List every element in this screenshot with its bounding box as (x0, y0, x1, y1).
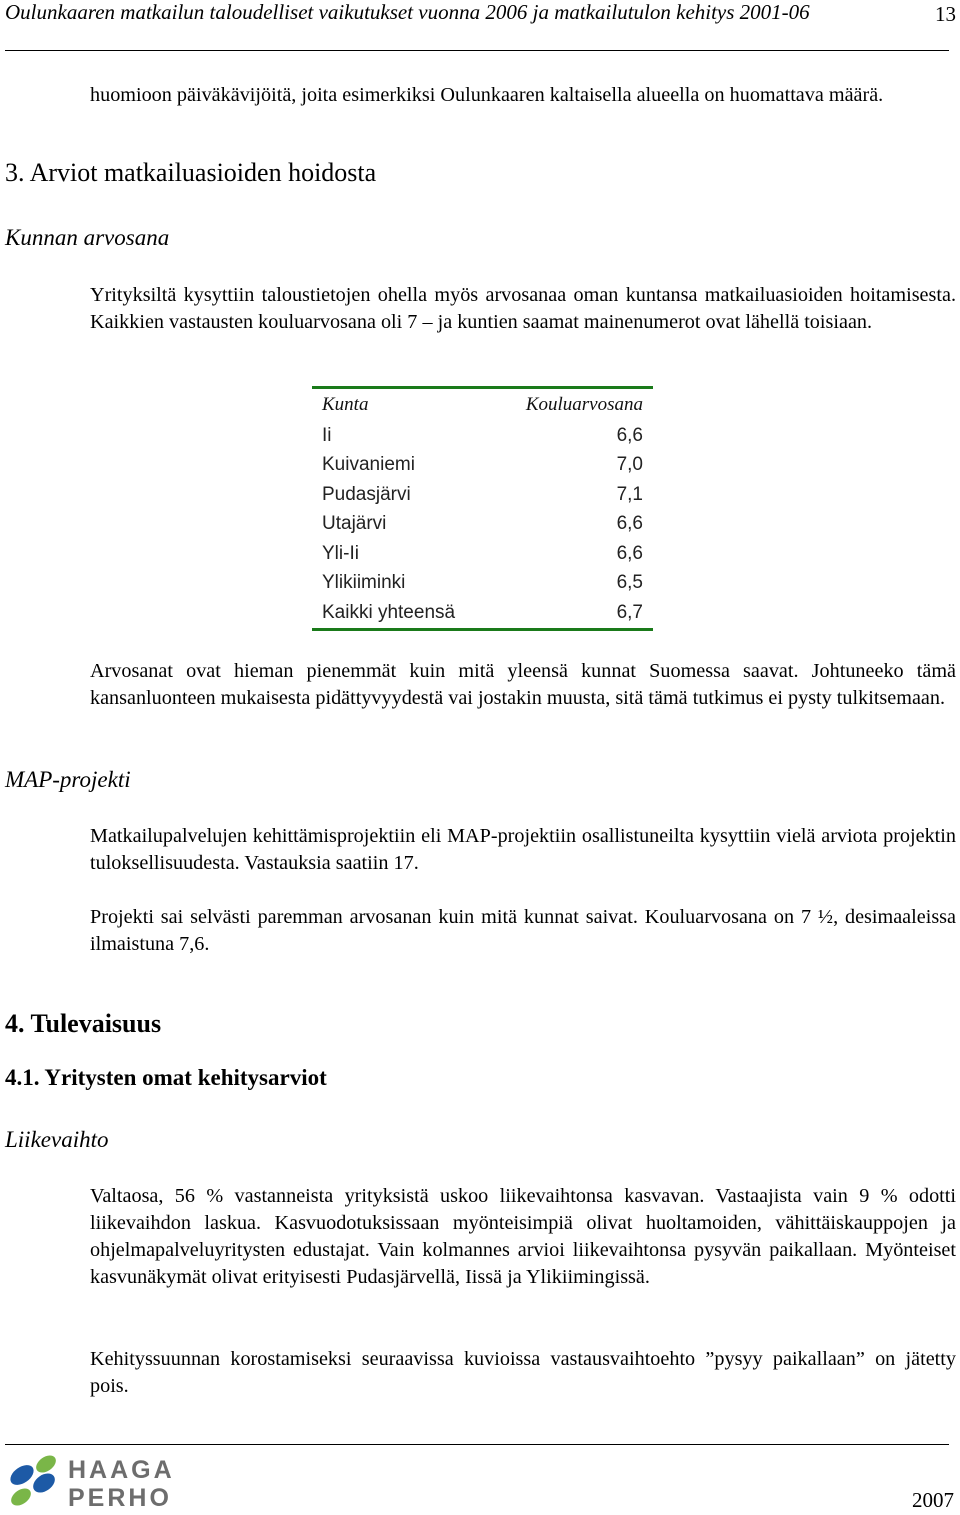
municipality-cell: Kuivaniemi (322, 454, 415, 476)
column-header-kunta: Kunta (322, 394, 369, 415)
section-3-paragraph-1: Yrityksiltä kysyttiin taloustietojen ohella myös arvosanaa oman kuntansa matkailuasioiden hoitamisesta. Kaikkien vastausten kouluarvosana oli 7 – ja kuntien saamat mainenumerot ovat lähellä toisiaan. (90, 284, 956, 333)
logo-text-line2: PERHO (68, 1484, 172, 1512)
intro-paragraph: huomioon päiväkävijöitä, joita esimerkiksi Oulunkaaren kaltaisella alueella on huomattava määrä. (90, 84, 884, 106)
map-paragraph-2: Projekti sai selvästi paremman arvosanan kuin mitä kunnat saivat. Kouluarvosana on 7 ½, desimaaleissa ilmaistuna 7,6. (90, 906, 956, 955)
grade-cell: 7,0 (616, 454, 643, 476)
table-row (312, 539, 653, 569)
table-header-row (312, 388, 653, 422)
table-row (312, 569, 653, 599)
publication-year: 2007 (912, 1488, 954, 1512)
table-row (312, 451, 653, 481)
municipality-cell: Ii (322, 424, 332, 446)
municipality-cell: Utajärvi (322, 513, 387, 535)
section-4-paragraph-1: Valtaosa, 56 % vastanneista yrityksistä uskoo liikevaihtonsa kasvavan. Vastaajista vain 9 % odotti liikevaihdon laskua. Kasvuodotuksissaan myönteisimpiä olivat huoltamoiden, vähittäiskauppojen ja ohjelmapalveluyritysten edustajat. Vain kolmannes arvioi liikevaihtonsa pysyvän paikallaan. Myönteiset kasvunäkymät olivat erityisesti Pudasjärvellä, Iissä ja Ylikiimingissä. (90, 1185, 956, 1288)
logo-mark-icon (6, 1452, 60, 1510)
header-divider (5, 50, 949, 51)
map-projekti-heading: MAP-projekti (5, 767, 131, 792)
column-header-kouluarvosana: Kouluarvosana (525, 394, 643, 415)
running-header-title: Oulunkaaren matkailun taloudelliset vaikutukset vuonna 2006 ja matkailutulon kehitys 2001-06 (5, 0, 810, 24)
haaga-perho-logo (6, 1450, 176, 1512)
section-4-1-heading: 4.1. Yritysten omat kehitysarviot (5, 1065, 327, 1090)
table-row (312, 480, 653, 510)
section-3-heading: 3. Arviot matkailuasioiden hoidosta (5, 158, 377, 187)
grades-table (312, 386, 653, 631)
section-4-heading: 4. Tulevaisuus (5, 1009, 162, 1038)
grade-cell: 6,6 (616, 424, 643, 446)
map-paragraph-1: Matkailupalvelujen kehittämisprojektiin eli MAP-projektiin osallistuneilta kysyttiin vielä arviota projektin tuloksellisuudesta. Vastauksia saatiin 17. (90, 825, 956, 874)
page-number: 13 (935, 2, 956, 26)
logo-text-line1: HAAGA (68, 1456, 175, 1484)
municipality-cell: Pudasjärvi (322, 483, 411, 505)
municipality-cell: Yli-Ii (322, 542, 359, 564)
footer-divider (5, 1444, 949, 1445)
section-3-paragraph-2: Arvosanat ovat hieman pienemmät kuin mitä yleensä kunnat Suomessa saavat. Johtuneeko tämä kansanluonteen mukaisesta pidättyvyydestä vai jostakin muusta, sitä tämä tutkimus ei pysty tulkitsemaan. (90, 660, 956, 709)
grade-cell: 6,5 (616, 572, 643, 594)
liikevaihto-heading: Liikevaihto (5, 1127, 109, 1152)
grade-cell: 6,6 (616, 542, 643, 564)
grade-cell: 6,6 (616, 513, 643, 535)
municipality-cell: Kaikki yhteensä (322, 601, 456, 623)
section-4-paragraph-2: Kehityssuunnan korostamiseksi seuraavissa kuvioissa vastausvaihtoehto ”pysyy paikallaan” on jätetty pois. (90, 1348, 956, 1397)
grade-cell: 6,7 (616, 601, 643, 623)
kunnan-arvosana-heading: Kunnan arvosana (5, 225, 170, 250)
municipality-cell: Ylikiiminki (322, 572, 406, 594)
grade-cell: 7,1 (616, 483, 643, 505)
table-total-row (312, 598, 653, 629)
table-row (312, 510, 653, 540)
table-row (312, 421, 653, 451)
